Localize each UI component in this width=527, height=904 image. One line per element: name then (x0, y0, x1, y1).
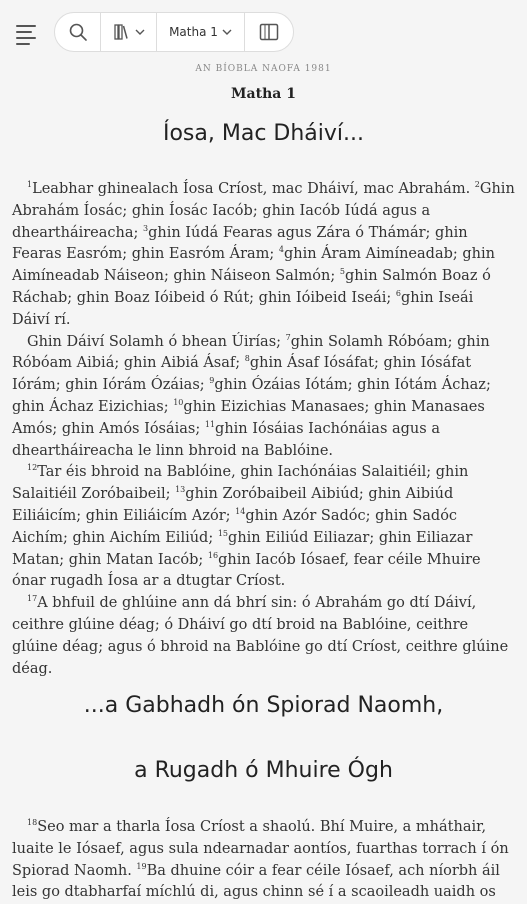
verse-number: 6 (395, 289, 401, 299)
version-selector-button[interactable] (101, 13, 157, 51)
paragraph (12, 332, 515, 463)
verse-text: ghin Eizichias Manasaes; ghin Manasaes Amós; ghin Amós Iósáias; (12, 398, 485, 437)
verse-text: Ghin Abrahám Íosác; ghin Íosác Iacób; ghin Iacób Iúdá agus a dheartháireacha; (12, 181, 515, 241)
section-heading: a Rugadh ó Mhuire Ógh (134, 758, 393, 783)
verse-number: 18 (27, 818, 38, 828)
books-icon (113, 22, 135, 42)
verse-text: Tar éis bhroid na Bablóine, ghin Iachónáias Salaitiéil; ghin Salaitiéil Zoróbaibeil; (12, 464, 469, 503)
scripture-text (12, 817, 515, 904)
verse-text: ghin Iseái Dáiví rí. (12, 289, 474, 328)
columns-icon (259, 23, 279, 41)
verse-number: 12 (27, 463, 38, 473)
verse-text: Leabhar ghinealach Íosa Críost, mac Dháiví, mac Abrahám. (32, 181, 471, 197)
verse-text: ghin Eiliúd Eiliazar; ghin Eiliazar Matan; ghin Matan Iacób; (12, 529, 473, 568)
paragraph (12, 593, 515, 680)
verse-number: 19 (136, 861, 147, 871)
verse-text: ghin Iósáias Iachónáias agus a dheartháireacha le linn bhroid na Bablóine. (12, 420, 440, 459)
verse-text: ghin Solamh Róbóam; ghin Róbóam Aibiá; ghin Aibiá Ásaf; (12, 333, 490, 372)
chevron-down-icon (222, 28, 232, 36)
verse-text: ghin Iúdá Fearas agus Zára ó Thámár; ghin Fearas Easróm; ghin Easróm Áram; (12, 224, 468, 263)
reader-controls (54, 12, 294, 52)
verse-number: 16 (207, 550, 219, 560)
verse-number: 13 (175, 485, 186, 495)
chapter-title: Matha 1 (231, 86, 296, 102)
verse-number: 1 (27, 180, 33, 190)
scripture-text (12, 179, 515, 680)
verse-number: 10 (173, 398, 184, 408)
paragraph (12, 179, 515, 332)
paragraph (12, 817, 515, 904)
search-icon (68, 22, 88, 42)
verse-text: ghin Iacób Iósaef, fear céile Mhuire ónar rugadh Íosa ar a dtugtar Críost. (12, 551, 481, 590)
verse-text: ghin Áram Aimíneadab; ghin Aimíneadab Náiseon; ghin Náiseon Salmón; (12, 246, 495, 285)
verse-text: ghin Azór Sadóc; ghin Sadóc Aichím; ghin Aichím Eiliúd; (12, 507, 458, 546)
search-button[interactable] (55, 13, 101, 51)
verse-text: Ba dhuine cóir a fear céile Iósaef, ach níorbh áil leis go dtabharfaí míchlú di, agus chinn sé í a scaoileadh uaidh os (12, 862, 500, 901)
verse-number: 2 (474, 180, 480, 190)
verse-text: Ghin Dáiví Solamh ó bhean Úirías; (27, 333, 282, 350)
parallel-view-button[interactable] (245, 13, 293, 51)
verse-number: 14 (235, 507, 246, 517)
verse-text: A bhfuil de ghlúine ann dá bhrí sin: ó Abrahám go dtí Dáiví, ceithre glúine déag; ó Dháiví go dtí broid na Bablóine, ceithre glúine déag; agus ó bhroid na Bablóine go dtí Críost, ceithre glúine déag. (12, 595, 509, 677)
chevron-down-icon (135, 28, 145, 36)
book-chapter-selector[interactable] (157, 13, 245, 51)
menu-lines-icon[interactable] (14, 20, 40, 46)
verse-text: ghin Ózáias Iótám; ghin Iótám Áchaz; ghin Áchaz Eizichias; (12, 377, 491, 415)
verse-number: 7 (285, 332, 291, 342)
verse-number: 15 (217, 528, 229, 538)
verse-text: ghin Salmón Boaz ó Ráchab; ghin Boaz Ióibeid ó Rút; ghin Ióibeid Iseái; (12, 268, 491, 306)
verse-number: 4 (278, 245, 284, 255)
verse-text: ghin Zoróbaibeil Aibiúd; ghin Aibiúd Eiliáicím; ghin Eiliáicím Azór; (12, 486, 454, 524)
verse-number: 8 (244, 354, 250, 364)
bible-version-label: AN BÍOBLA NAOFA 1981 (195, 64, 332, 74)
verse-number: 5 (339, 267, 345, 277)
paragraph (12, 462, 515, 593)
verse-number: 17 (27, 594, 38, 604)
verse-text: ghin Ásaf Iósáfat; ghin Iósáfat Iórám; ghin Iórám Ózáias; (12, 355, 472, 394)
verse-number: 3 (142, 223, 149, 233)
verse-number: 11 (204, 419, 216, 429)
verse-text: Seo mar a tharla Íosa Críost a shaolú. Bhí Muire, a mháthair, luaite le Iósaef, agus sula ndearnadar aontíos, fuarthas torrach í ón Spiorad Naomh. (12, 819, 509, 879)
section-heading: ...a Gabhadh ón Spiorad Naomh, (83, 693, 444, 718)
section-heading: Íosa, Mac Dháiví... (162, 121, 365, 146)
book-chapter-label: Matha 1 (169, 25, 218, 39)
top-toolbar (0, 12, 527, 52)
verse-number: 9 (209, 376, 215, 386)
